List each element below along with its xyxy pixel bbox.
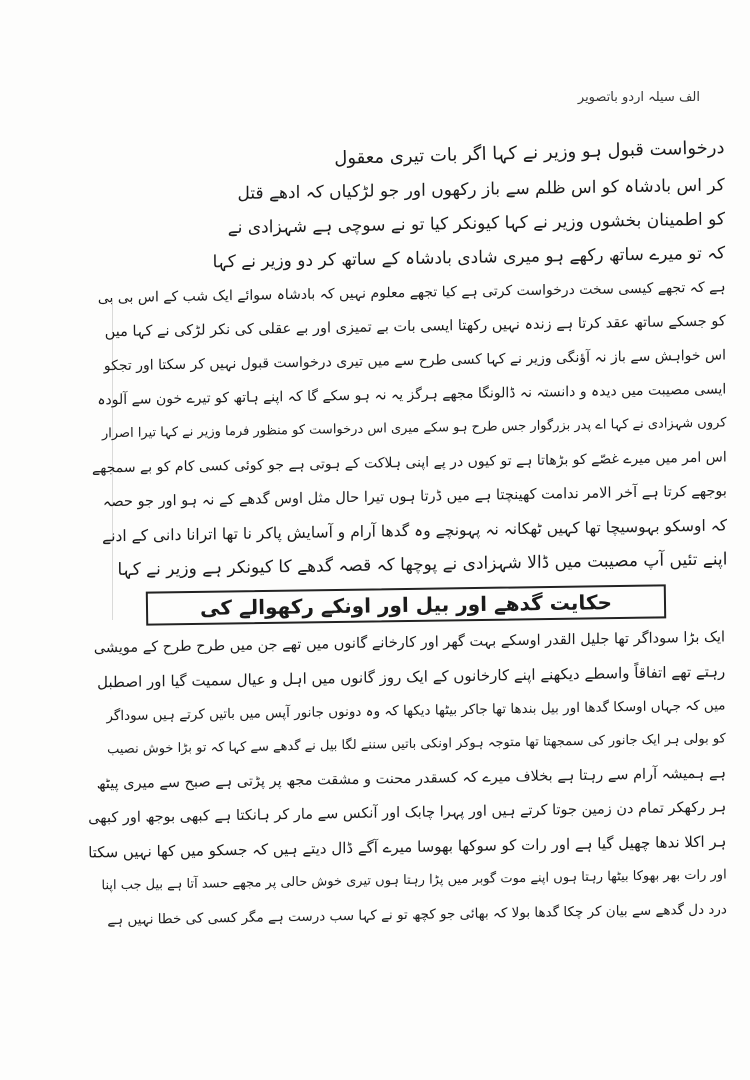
- text-line: ہر رکھکر تمام دن زمین جوتا کرتے ہیں اور پہرا چابک اور آنکس سے مار کر ہانکتا ہے کبھی بوجھ اور کبھی: [88, 799, 727, 827]
- text-line: کر اس بادشاہ کو اس ظلم سے باز رکھوں اور جو لڑکیاں کہ ادھے قتل: [237, 175, 725, 204]
- text-line: اس امر میں میرے غصّے کو بڑھاتا ہے تو کیوں در پے اپنی ہلاکت کے ہوتی ہے جو کوئی کسی کام کو بے سمجھے: [91, 449, 727, 477]
- text-line: ایسی مصیبت میں دیدہ و دانستہ نہ ڈالونگا مجھے ہرگز یہ نہ ہو سکے گا کہ اپنے ہاتھ کو تیرے خون سے آلودہ: [97, 381, 727, 409]
- document-body: [86, 137, 728, 932]
- story-title: حکایت گدھے اور بیل اور اونکے رکھوالے کی: [146, 584, 666, 625]
- text-line: ایک بڑا سوداگر تھا جلیل القدر اوسکے بہت گھر اور کارخانے گانوں میں تھے جن میں طرح طرح کے مویشی: [93, 629, 726, 657]
- text-line: کہ اوسکو بہوسیچا تھا کہیں ٹھکانہ نہ پہونچے وہ گدھا آرام و آسایش پاکر نا تھا اترانا دانی کے ادنے: [102, 516, 728, 546]
- text-line: درد دل گدھے سے بیان کر چکا گدھا بولا کہ بھائی جو کچھ تو نے کہا سب درست ہے مگر کسی کی خطا نہیں ہے: [107, 901, 727, 929]
- text-line: کو بولی ہر ایک جانور کی سمجھتا تھا متوجہ ہوکر اونکی باتیں سننے لگا بیل نے گدھے سے کہا کہ تو بڑا خوش نصیب: [107, 731, 726, 758]
- text-line: اور رات بھر بھوکا بیٹھا رہتا ہوں اپنے موت گوبر میں پڑا رہتا ہوں تیری خوش حالی پر مجھے حسد آتا ہے بیل جب اپنا: [101, 867, 727, 894]
- text-line: کو جسکے ساتھ عقد کرتا ہے زندہ نہیں رکھتا ایسی بات بے تمیزی اور بے عقلی کی نکر لڑکی نے کہا میں: [104, 313, 726, 341]
- text-line: اس خواہش سے باز نہ آؤنگی وزیر نے کہا کسی طرح سے میں تیری درخواست قبول نہیں کر سکتا اور تجکو: [103, 347, 727, 375]
- text-line: رہتے تھے اتفاقاً واسطے دیکھنے اپنے کارخانوں کے ایک روز گانوں میں اہل و عیال سمیت گیا اور اصطبل: [97, 662, 726, 692]
- text-line: میں کہ جہاں اوسکا گدھا اور بیل بندھا تھا جاکر بیٹھا دیکھا کہ وہ دونوں جانور آپس میں باتیں کرتے ہیں سوداگر: [106, 697, 726, 725]
- text-line: اپنے تئیں آپ مصیبت میں ڈالا شہزادی نے پوچھا کہ قصہ گدھے کا کیونکر ہے وزیر نے کہا: [117, 549, 728, 581]
- text-line: کہ تو میرے ساتھ رکھے ہو میری شادی بادشاہ کے ساتھ کر دو وزیر نے کہا: [212, 243, 726, 273]
- paragraph-part-2: [85, 624, 727, 934]
- text-line: بوجھے کرتا ہے آخر الامر ندامت کھینچتا ہے میں ڈرتا ہوں تیرا حال مثل اوس گدھے کے نہ ہو اور جو حصہ: [102, 483, 727, 511]
- text-line: ہے کہ تجھے کیسی سخت درخواست کرتی ہے کیا تجھے معلوم نہیں کہ بادشاہ سوائے ایک شب کے اس بی بی: [97, 279, 726, 307]
- text-line: کروں شہزادی نے کہا اے پدر بزرگوار جس طرح ہو سکے میری اس درخواست کو منظور فرما وزیر نے کہا تیرا اصرار: [101, 415, 727, 442]
- text-line: ہر اکلا ندھا چھیل گیا ہے اور رات کو سوکھا بھوسا میرے آگے ڈال دیتے ہیں کہ جسکو میں کھا نہیں سکتا: [88, 832, 727, 862]
- text-line: ہے ہمیشہ آرام سے رہتا ہے بخلاف میرے کہ کسقدر محنت و مشقت مجھ پر پڑتی ہے صبح سے میری پیٹھ: [96, 765, 727, 793]
- header-note: الف سیلہ اردو باتصویر: [577, 90, 700, 105]
- text-line: درخواست قبول ہو وزیر نے کہا اگر بات تیری معقول: [333, 137, 725, 169]
- text-line: کو اطمینان بخشوں وزیر نے کہا کیونکر کیا تو نے سوچی ہے شہزادی نے: [227, 209, 726, 239]
- paragraph-part-1: [84, 138, 727, 584]
